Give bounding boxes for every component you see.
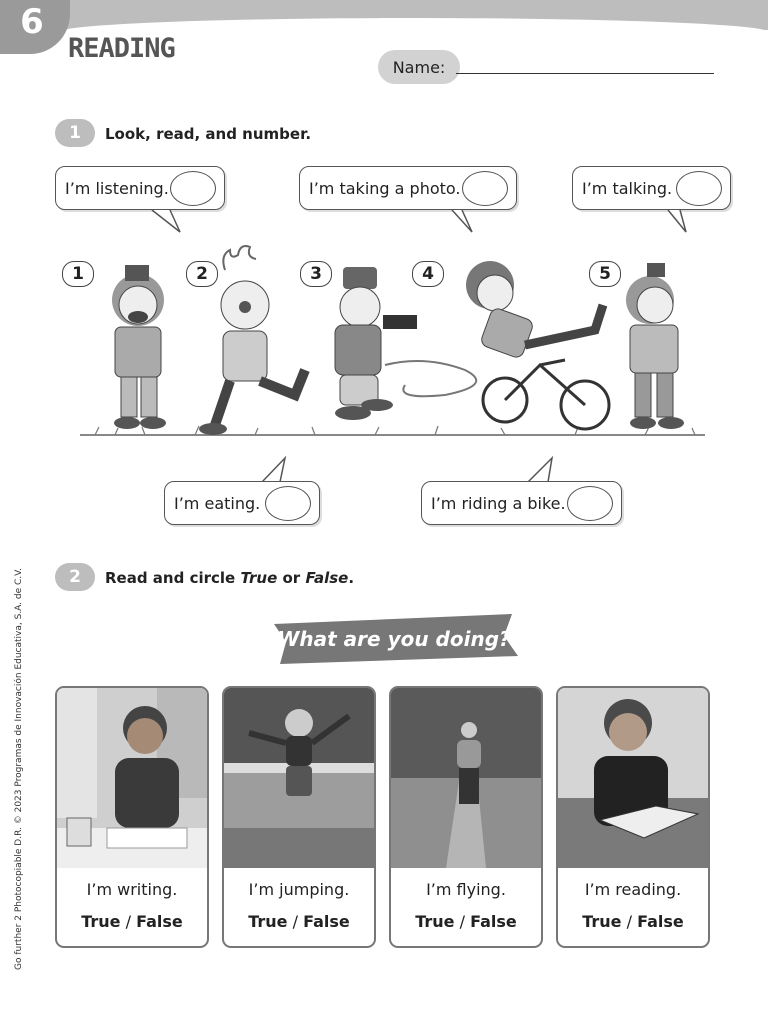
exercise-2-instruction: Read and circle True or False. bbox=[105, 569, 355, 587]
photo-card-jumping bbox=[222, 686, 376, 948]
photo-boy-reading bbox=[558, 688, 708, 868]
true-false-choice: True / False bbox=[415, 912, 517, 931]
bubble-text: I’m talking. bbox=[582, 178, 673, 198]
false-option[interactable]: False bbox=[303, 912, 350, 931]
false-option[interactable]: False bbox=[470, 912, 517, 931]
banner-text: What are you doing? bbox=[277, 627, 511, 651]
true-false-choice: True / False bbox=[582, 912, 684, 931]
bubble-text: I’m taking a photo. bbox=[309, 178, 461, 198]
true-option[interactable]: True bbox=[81, 912, 121, 931]
page-number: 6 bbox=[20, 2, 44, 42]
false-option[interactable]: False bbox=[136, 912, 183, 931]
true-option[interactable]: True bbox=[248, 912, 288, 931]
copyright-side-text: Go further 2 Photocopiable D.R. © 2023 Programas de Innovación Educativa, S.A. de C.V. bbox=[14, 567, 24, 970]
bubble-text: I’m riding a bike. bbox=[431, 493, 566, 513]
photo-girl-running bbox=[391, 688, 541, 868]
true-option[interactable]: True bbox=[415, 912, 455, 931]
name-label: Name: bbox=[378, 50, 460, 84]
photo-card-reading bbox=[556, 686, 710, 948]
photo-card-writing bbox=[55, 686, 209, 948]
clowns-illustration bbox=[55, 245, 725, 445]
exercise-2-number: 2 bbox=[55, 563, 95, 591]
true-false-choice: True / False bbox=[248, 912, 350, 931]
clown-number-5: 5 bbox=[589, 261, 621, 287]
photo-card-flying bbox=[389, 686, 543, 948]
photo-boy-painting bbox=[57, 688, 207, 868]
photo-girl-jumping bbox=[224, 688, 374, 868]
clown-number-1: 1 bbox=[62, 261, 94, 287]
exercise-1-number: 1 bbox=[55, 119, 95, 147]
card-caption: I’m reading. bbox=[584, 880, 682, 899]
bubble-text: I’m eating. bbox=[174, 493, 261, 513]
card-caption: I’m writing. bbox=[86, 880, 178, 899]
page-title: READING bbox=[68, 33, 175, 64]
bubble-text: I’m listening. bbox=[65, 178, 169, 198]
card-caption: I’m flying. bbox=[426, 880, 506, 899]
card-caption: I’m jumping. bbox=[248, 880, 350, 899]
clown-number-4: 4 bbox=[412, 261, 444, 287]
exercise-1-instruction: Look, read, and number. bbox=[105, 125, 312, 143]
true-false-choice: True / False bbox=[81, 912, 183, 931]
true-option[interactable]: True bbox=[582, 912, 622, 931]
bubble-eating bbox=[164, 481, 320, 525]
bubble-riding-bike bbox=[421, 481, 622, 525]
answer-circle[interactable] bbox=[265, 486, 311, 521]
clown-number-3: 3 bbox=[300, 261, 332, 287]
answer-circle[interactable] bbox=[567, 486, 613, 521]
false-option[interactable]: False bbox=[637, 912, 684, 931]
clown-number-2: 2 bbox=[186, 261, 218, 287]
